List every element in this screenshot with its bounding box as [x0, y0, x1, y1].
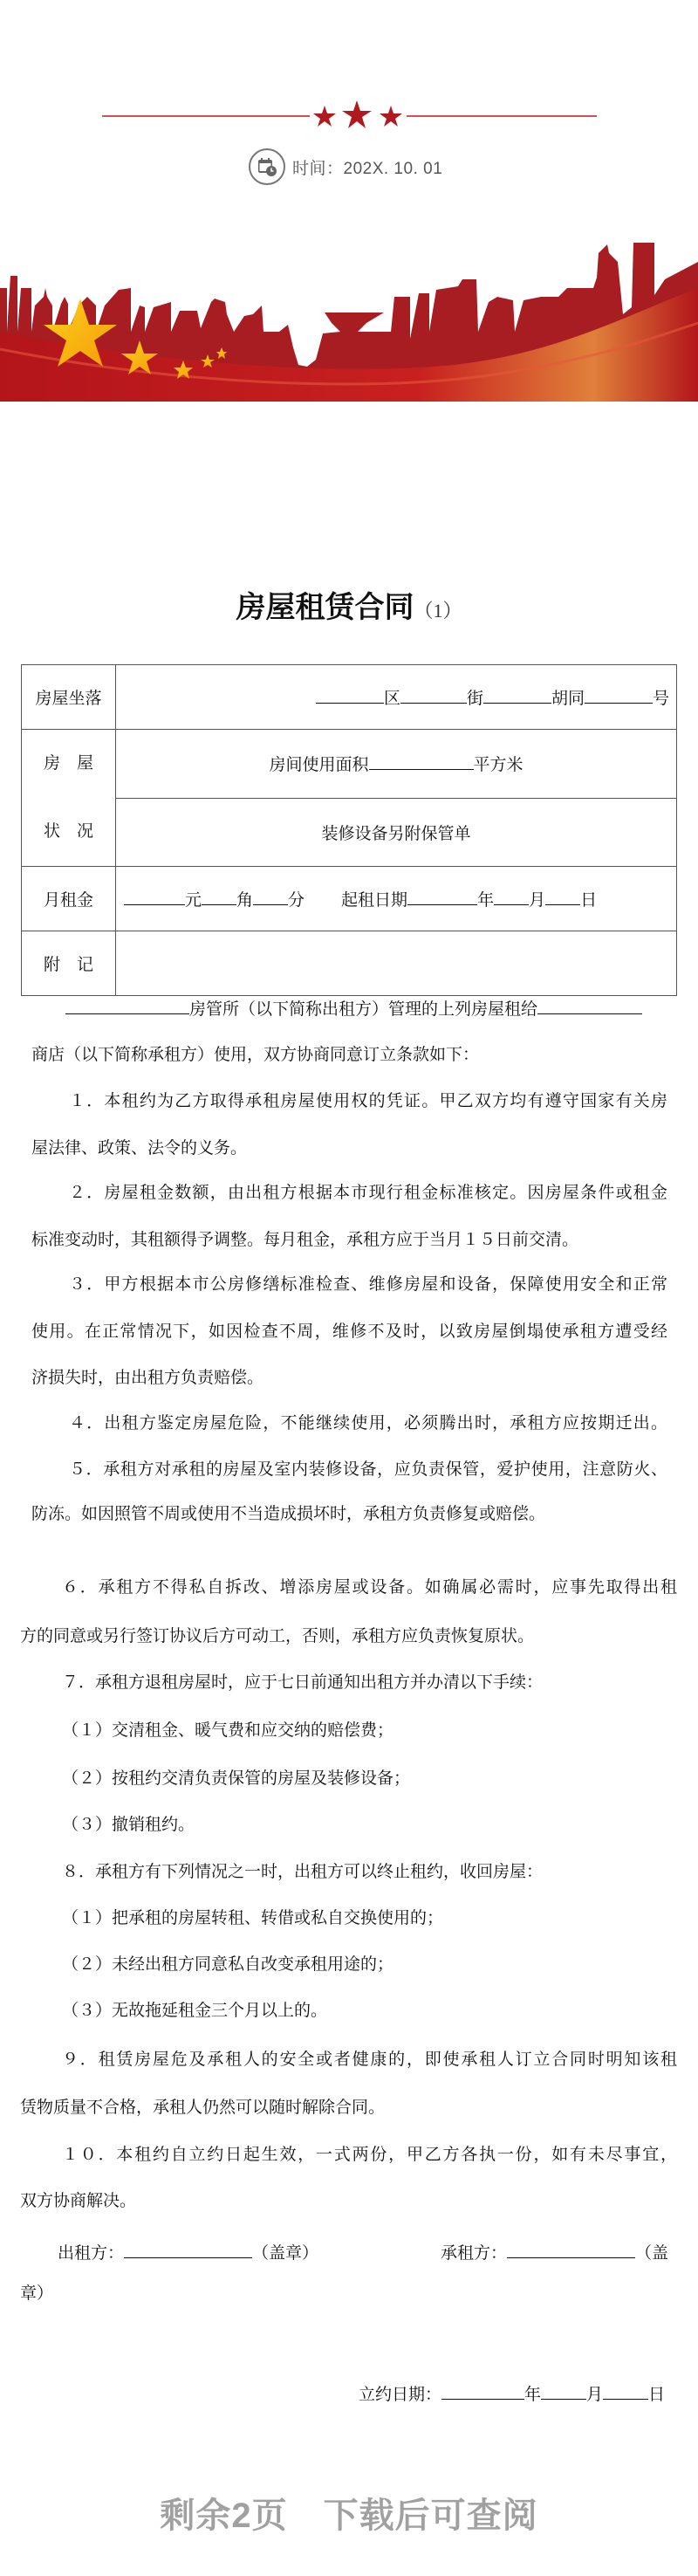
condition-label: 房 屋 状 况: [22, 730, 116, 867]
date-row: [249, 148, 442, 185]
page-title: [0, 583, 698, 626]
contract-line: 济损失时，由出租方负责赔偿。: [31, 1369, 264, 1387]
signing-date: 立约日期： 年 月 日: [359, 2383, 665, 2406]
contract-line: 方的同意或另行签订协议后方可动工，否则，承租方应负责恢复原状。: [20, 1627, 535, 1645]
remaining-pages-notice[interactable]: 剩余2页 下载后可查阅: [160, 2497, 538, 2535]
contract-line: 屋法律、政策、法令的义务。: [31, 1139, 248, 1157]
contract-line: １．本租约为乙方取得承租房屋使用权的凭证。甲乙双方均有遵守国家有关房: [69, 1092, 667, 1110]
table-row-rent: [22, 867, 677, 931]
lessee-signature: 承租方： （盖: [441, 2242, 668, 2264]
contract-line: １０．本租约自立约日起生效，一式两份，甲乙方各执一份，如有未尽事宜，: [62, 2146, 677, 2164]
contract-line: 双方协商解决。: [20, 2192, 137, 2210]
header-banner: [0, 0, 698, 402]
table-row-location: [22, 665, 677, 730]
contract-line: ９．租赁房屋危及承租人的安全或者健康的，即使承租人订立合同时明知该租: [62, 2050, 677, 2069]
contract-line: ６．承租方不得私自拆改、增添房屋或设备。如确属必需时，应事先取得出租: [62, 1578, 677, 1597]
contract-line: ２．房屋租金数额，由出租方根据本市现行租金标准核定。因房屋条件或租金: [69, 1184, 667, 1202]
calendar-clock-icon: [249, 148, 285, 185]
contract-line: 防冻。如因照管不周或使用不当造成损坏时，承租方负责修复或赔偿。: [31, 1505, 546, 1523]
table-row-area: [22, 730, 677, 799]
area-field: 房间使用面积 平方米: [116, 730, 677, 799]
contract-line: （１）交清租金、暖气费和应交纳的赔偿费；: [62, 1721, 394, 1740]
contract-line: 使用。在正常情况下，如因检查不周，维修不及时，以致房屋倒塌使承租方遭受经: [31, 1322, 667, 1341]
rent-fields: 元 角 分 起租日期 年 月 日: [116, 867, 677, 931]
equipment-note: 装修设备另附保管单: [116, 798, 677, 867]
notes-label: 附 记: [22, 931, 116, 996]
notes-field: [116, 931, 677, 996]
publish-date: 时间：202X. 10. 01: [292, 159, 443, 178]
lessee-seal-wrap: 章）: [20, 2284, 54, 2303]
contract-line: （３）无故拖延租金三个月以上的。: [62, 2002, 328, 2020]
title-text: 房屋租赁合同: [236, 591, 414, 624]
lessor-signature: 出租方： （盖章）: [58, 2242, 318, 2264]
contract-line: （２）未经出租方同意私自改变承租用途的；: [62, 1955, 394, 1974]
contract-line: （２）按租约交清负责保管的房屋及装修设备；: [62, 1769, 411, 1788]
contract-line: 赁物质量不合格，承租人仍然可以随时解除合同。: [20, 2099, 386, 2117]
contract-line: ７．承租方退租房屋时，应于七日前通知出租方并办清以下手续：: [62, 1673, 544, 1692]
property-info-table: [21, 664, 677, 996]
contract-line: ３．甲方根据本市公房修缮标准检查、维修房屋和设备，保障使用安全和正常: [69, 1275, 667, 1294]
table-row-equipment: [22, 798, 677, 867]
divider-stars-icon: [313, 100, 402, 128]
contract-line: （１）把承租的房屋转租、转借或私自交换使用的；: [62, 1909, 444, 1927]
contract-line: 标准变动时，其租额得予调整。每月租金，承租方应于当月１５日前交清。: [31, 1231, 579, 1249]
intro-line: 房管所（以下简称出租方）管理的上列房屋租给: [65, 998, 642, 1020]
location-label: 房屋坐落: [22, 665, 116, 730]
contract-line: ５．承租方对承租的房屋及室内装修设备，应负责保管，爱护使用，注意防火、: [69, 1460, 667, 1479]
table-row-notes: [22, 931, 677, 996]
contract-line: ８．承租方有下列情况之一时，出租方可以终止租约，收回房屋：: [62, 1863, 544, 1881]
contract-line: 商店（以下简称承租方）使用，双方协商同意订立条款如下：: [31, 1046, 480, 1064]
title-suffix: （1）: [414, 600, 462, 622]
location-fields: 区 街 胡同 号: [116, 665, 677, 730]
contract-line: （３）撤销租约。: [62, 1816, 195, 1834]
rent-label: 月租金: [22, 867, 116, 931]
contract-line: ４．出租方鉴定房屋危险，不能继续使用，必须腾出时，承租方应按期迁出。: [69, 1414, 667, 1432]
